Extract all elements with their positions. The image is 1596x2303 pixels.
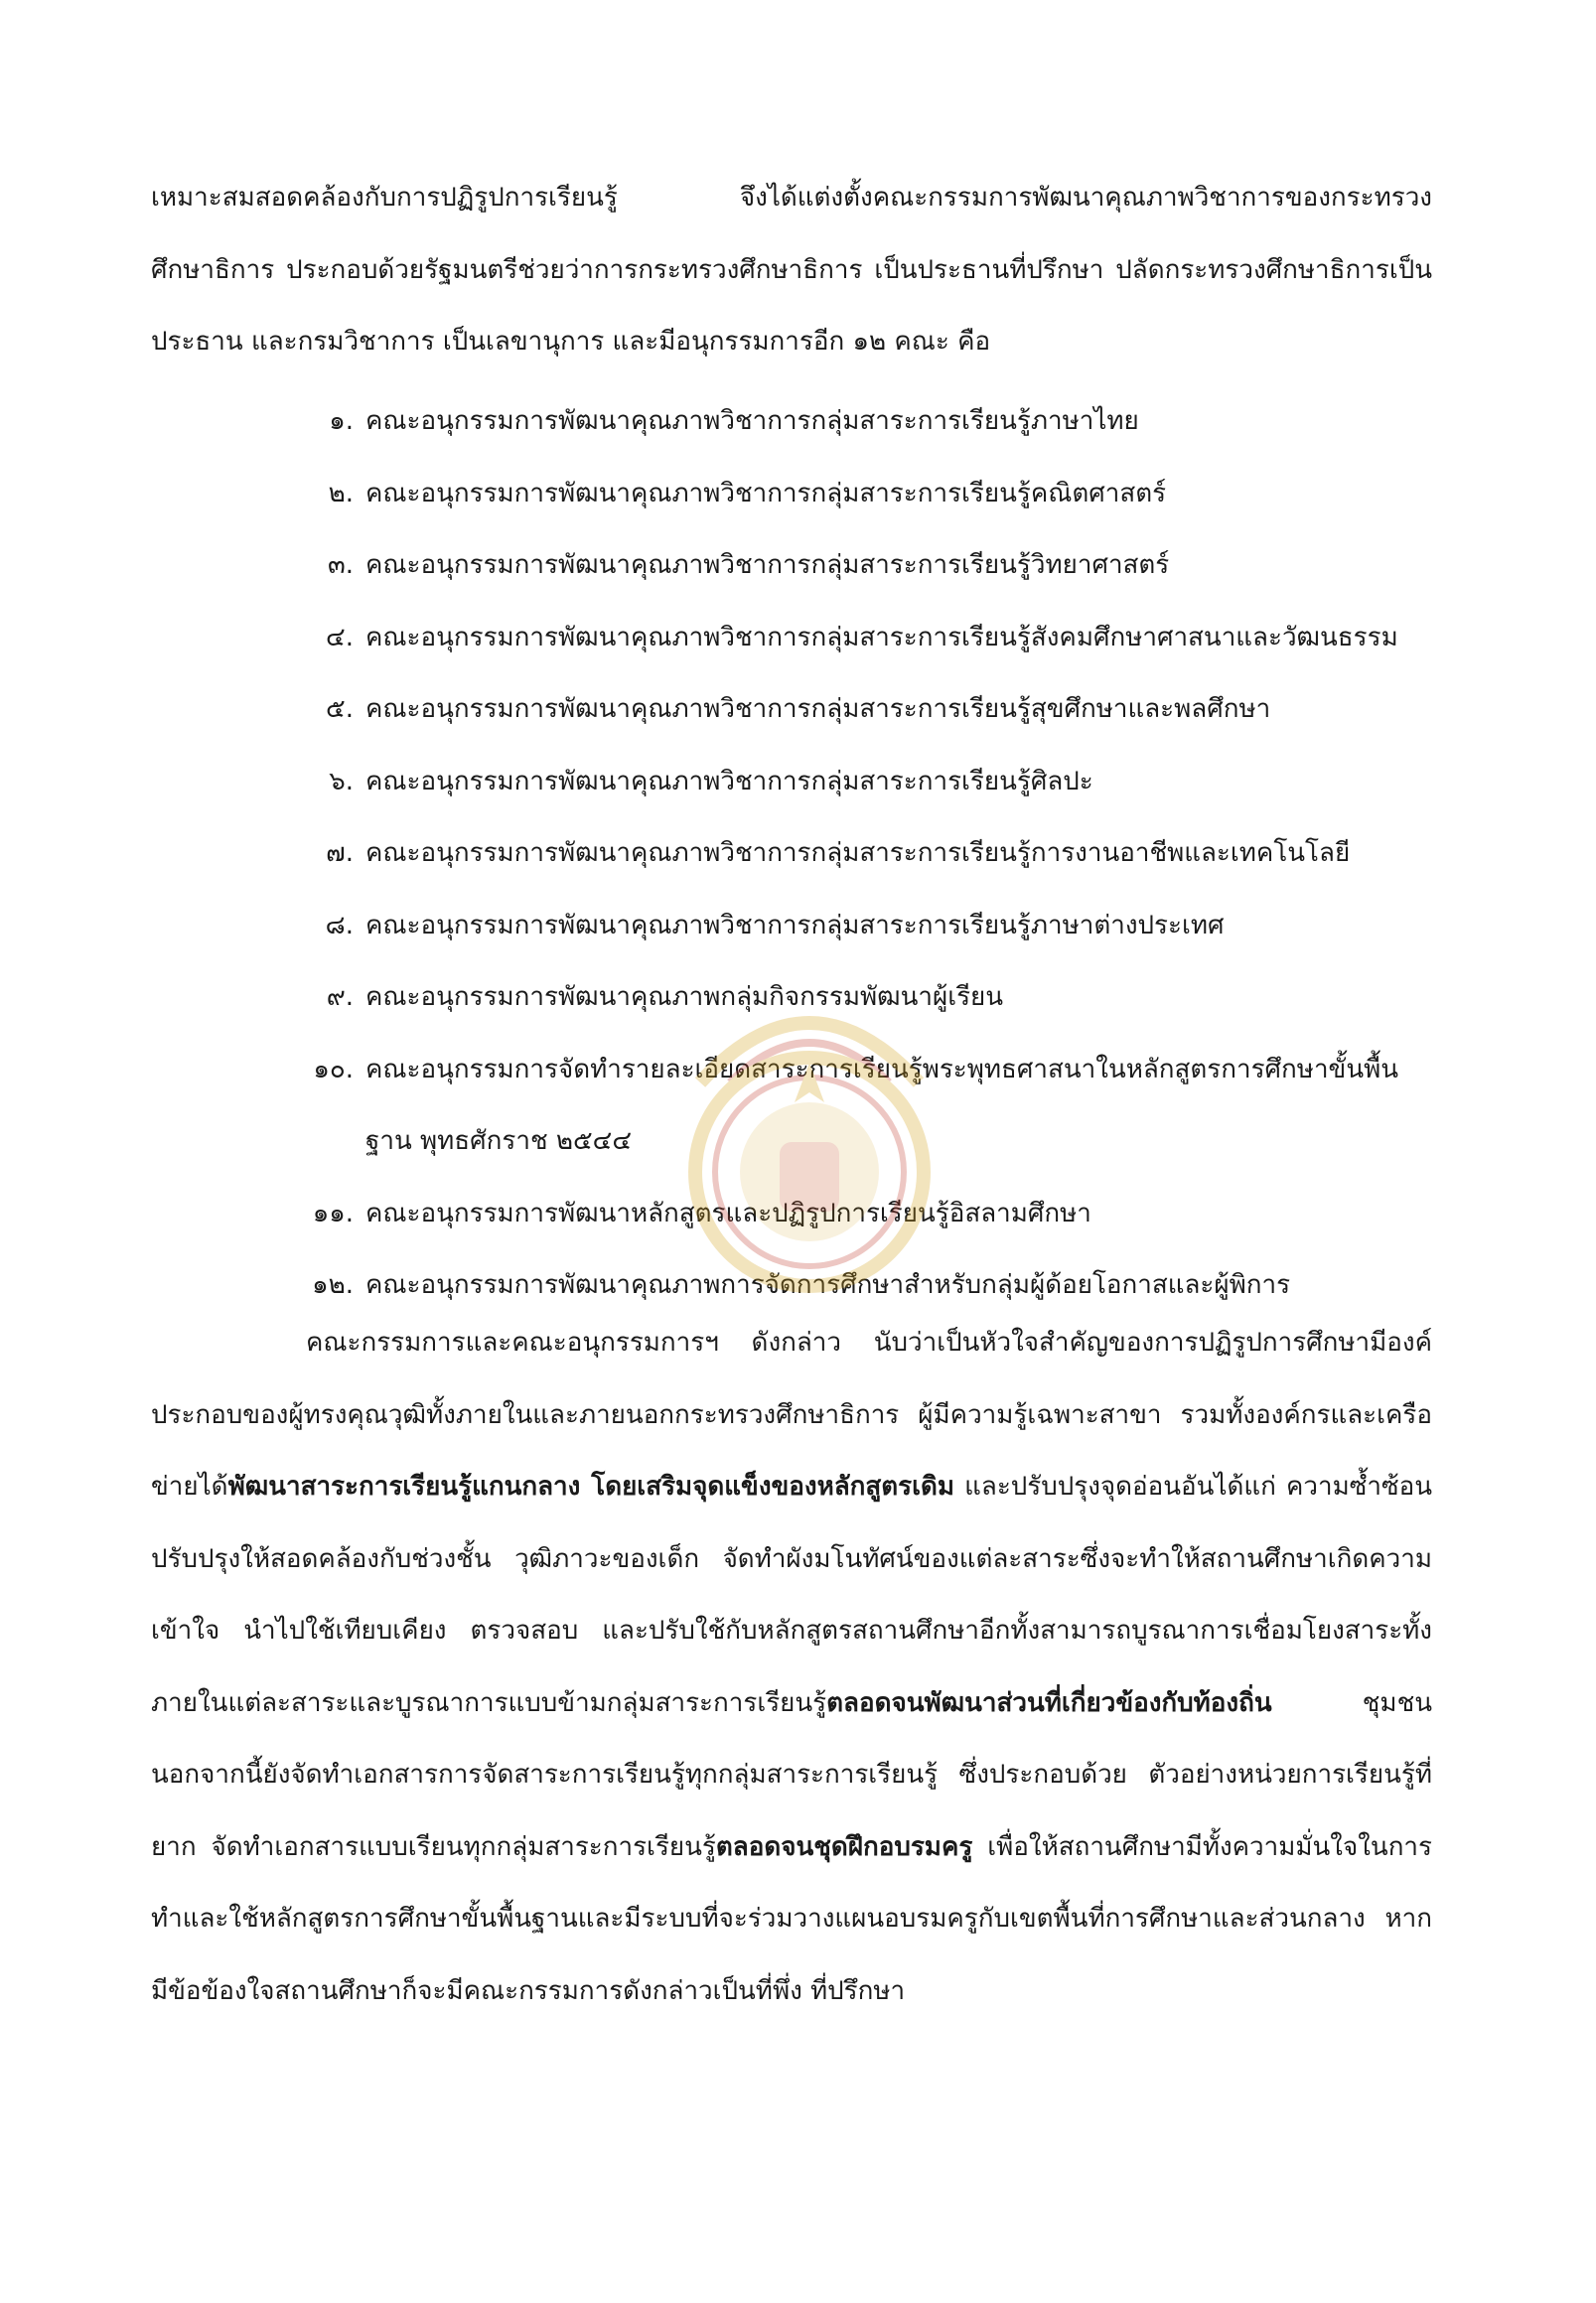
subcommittee-item <box>294 385 1436 458</box>
subcommittee-text: คณะอนุกรรมการพัฒนาหลักสูตรและปฏิรูปการเรียนรู้อิสลามศึกษา <box>365 1198 1091 1228</box>
subcommittee-text: คณะอนุกรรมการจัดทำรายละเอียดสาระการเรียนรู้พระพุทธศาสนาในหลักสูตรการศึกษาขั้นพื้นฐาน พุทธศักราช ๒๕๔๔ <box>365 1054 1398 1156</box>
subcommittee-item <box>294 817 1436 890</box>
subcommittee-text: คณะอนุกรรมการพัฒนาคุณภาพวิชาการกลุ่มสาระการเรียนรู้ภาษาต่างประเทศ <box>365 910 1225 940</box>
subcommittee-text: คณะอนุกรรมการพัฒนาคุณภาพวิชาการกลุ่มสาระการเรียนรู้สังคมศึกษาศาสนาและวัฒนธรรม <box>365 622 1398 652</box>
body-text-1: คณะกรรมการและคณะอนุกรรมการฯ ดังกล่าว นับว่าเป็นหัวใจสำคัญของการปฏิรูปการศึกษามีองค์ประกอบของผู้ทรงคุณวุฒิทั้งภายในและภายนอกกระทรวงศึกษาธิการ ผู้มีความรู้เฉพาะสาขา รวมทั้งองค์กรและเครือข่ายได้ <box>151 1328 1432 1502</box>
subcommittee-number: ๑๒. <box>312 1270 354 1300</box>
subcommittee-item <box>294 673 1436 746</box>
subcommittee-number: ๑๐. <box>313 1054 354 1084</box>
ministry-seal-watermark <box>660 973 958 1301</box>
subcommittee-number: ๘. <box>325 910 354 940</box>
body-text-3: ชุมชน นอกจากนี้ยังจัดทำเอกสารการจัดสาระการเรียนรู้ทุกกลุ่มสาระการเรียนรู้ ซึ่งประกอบด้วย ตัวอย่างหน่วยการเรียนรู้ที่ยาก จัดทำเอกสารแบบเรียนทุกกลุ่มสาระการเรียนรู้ <box>151 1687 1432 1862</box>
subcommittee-item <box>294 458 1436 530</box>
subcommittee-text: คณะอนุกรรมการพัฒนาคุณภาพวิชาการกลุ่มสาระการเรียนรู้ศิลปะ <box>365 766 1093 796</box>
subcommittee-text: คณะอนุกรรมการพัฒนาคุณภาพวิชาการกลุ่มสาระการเรียนรู้คณิตศาสตร์ <box>365 478 1167 508</box>
subcommittee-text: คณะอนุกรรมการพัฒนาคุณภาพวิชาการกลุ่มสาระการเรียนรู้สุขศึกษาและพลศึกษา <box>365 694 1271 724</box>
subcommittee-number: ๗. <box>326 838 354 868</box>
subcommittee-text: คณะอนุกรรมการพัฒนาคุณภาพวิชาการกลุ่มสาระการเรียนรู้ภาษาไทย <box>365 406 1139 436</box>
body-paragraph <box>151 1307 1432 2027</box>
subcommittee-item <box>294 746 1436 818</box>
subcommittee-number: ๓. <box>327 550 354 580</box>
subcommittee-number: ๖. <box>329 766 354 796</box>
body-bold-3: ตลอดจนชุดฝึกอบรมครู <box>715 1831 973 1862</box>
subcommittee-text: คณะอนุกรรมการพัฒนาคุณภาพวิชาการกลุ่มสาระการเรียนรู้วิทยาศาสตร์ <box>365 550 1170 580</box>
subcommittee-number: ๑. <box>329 406 354 436</box>
body-bold-1: พัฒนาสาระการเรียนรู้แกนกลาง โดยเสริมจุดแข็งของหลักสูตรเดิม <box>227 1472 955 1502</box>
subcommittee-text: คณะอนุกรรมการพัฒนาคุณภาพวิชาการกลุ่มสาระการเรียนรู้การงานอาชีพและเทคโนโลยี <box>365 838 1351 868</box>
subcommittee-number: ๕. <box>326 694 354 724</box>
subcommittee-text: คณะอนุกรรมการพัฒนาคุณภาพกลุ่มกิจกรรมพัฒนาผู้เรียน <box>365 982 1004 1012</box>
subcommittee-item <box>294 602 1436 674</box>
subcommittee-item <box>294 890 1436 962</box>
subcommittee-number: ๑๑. <box>312 1198 354 1228</box>
subcommittee-number: ๙. <box>326 982 354 1012</box>
subcommittee-text: คณะอนุกรรมการพัฒนาคุณภาพการจัดการศึกษาสำหรับกลุ่มผู้ด้อยโอกาสและผู้พิการ <box>365 1270 1291 1300</box>
body-text-2: และปรับปรุงจุดอ่อนอันได้แก่ ความซ้ำซ้อน ปรับปรุงให้สอดคล้องกับช่วงชั้น วุฒิภาวะของเด็ก จัดทำผังมโนทัศน์ของแต่ละสาระซึ่งจะทำให้สถานศึกษาเกิดความเข้าใจ นำไปใช้เทียบเคียง ตรวจสอบ และปรับใช้กับหลักสูตรสถานศึกษาอีกทั้งสามารถบูรณาการเชื่อมโยงสาระทั้งภายในแต่ละสาระและบูรณาการแบบข้ามกลุ่มสาระการเรียนรู้ <box>151 1472 1432 1718</box>
subcommittee-item <box>294 529 1436 602</box>
body-text-4: เพื่อให้สถานศึกษามีทั้งความมั่นใจในการทำและใช้หลักสูตรการศึกษาขั้นพื้นฐานและมีระบบที่จะร่วมวางแผนอบรมครูกับเขตพื้นที่การศึกษาและส่วนกลาง หากมีข้อข้องใจสถานศึกษาก็จะมีคณะกรรมการดังกล่าวเป็นที่พึ่ง ที่ปรึกษา <box>151 1831 1432 2006</box>
subcommittee-number: ๒. <box>328 478 354 508</box>
subcommittee-number: ๔. <box>326 622 354 652</box>
intro-paragraph: เหมาะสมสอดคล้องกับการปฏิรูปการเรียนรู้ จึงได้แต่งตั้งคณะกรรมการพัฒนาคุณภาพวิชาการของกระทรวงศึกษาธิการ ประกอบด้วยรัฐมนตรีช่วยว่าการกระทรวงศึกษาธิการ เป็นประธานที่ปรึกษา ปลัดกระทรวงศึกษาธิการเป็นประธาน และกรมวิชาการ เป็นเลขานุการ และมีอนุกรรมการอีก ๑๒ คณะ คือ <box>151 183 1432 357</box>
body-bold-2: ตลอดจนพัฒนาส่วนที่เกี่ยวข้องกับท้องถิ่น <box>826 1687 1272 1718</box>
